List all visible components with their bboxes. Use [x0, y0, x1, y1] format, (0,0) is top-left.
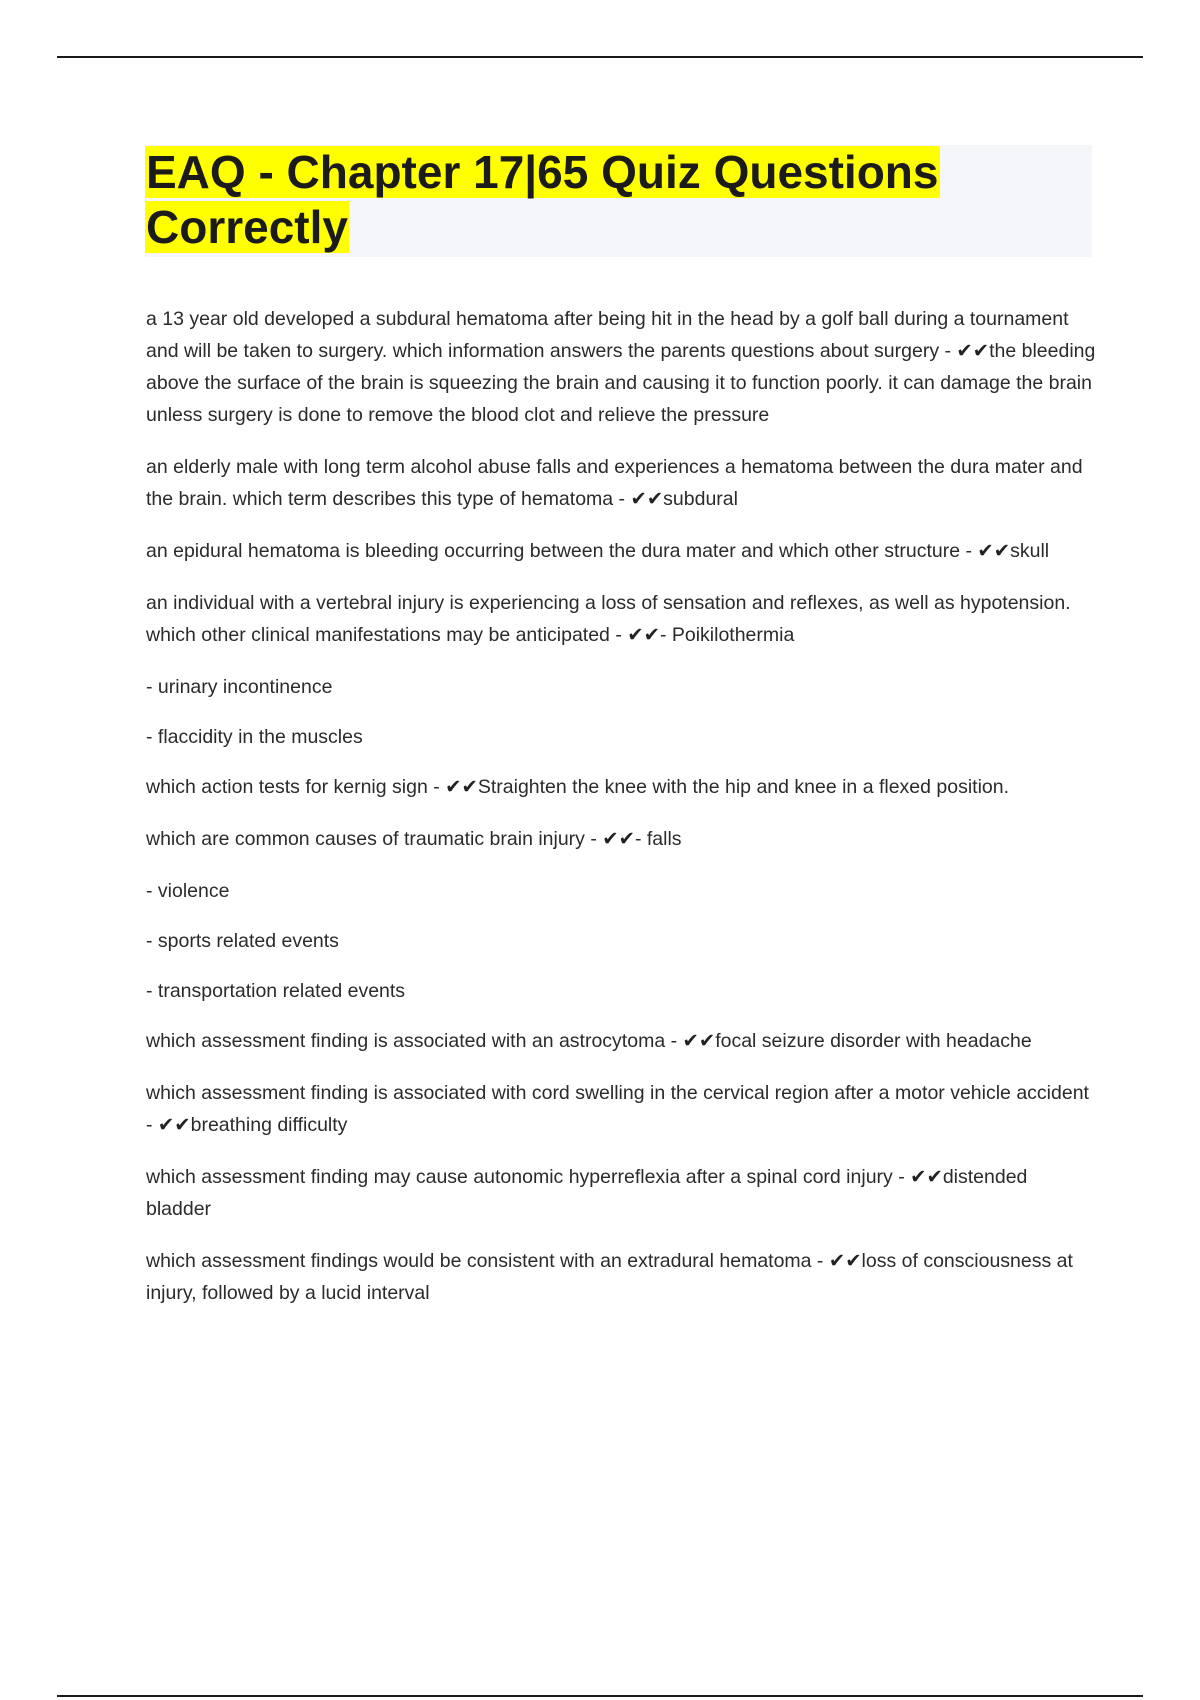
checkmark-icon: ✔✔ — [157, 1114, 191, 1136]
header-rule — [57, 56, 1143, 58]
answer-text: - Poikilothermia — [659, 624, 795, 646]
answer-bullet: - transportation related events — [146, 980, 406, 1002]
answer-text: subdural — [663, 488, 738, 510]
checkmark-icon: ✔✔ — [682, 1030, 716, 1052]
question-text: which assessment finding is associated with an astrocytoma — [146, 1030, 666, 1052]
question-text: a 13 year old developed a subdural hematoma after being hit in the head by a golf ball during a tournament and will be taken to surgery. which information answers the parents questions about surgery — [146, 308, 1074, 362]
footer-rule — [57, 1695, 1143, 1697]
qa-item: an elderly male with long term alcohol abuse falls and experiences a hematoma between the dura mater and the brain. which term describes this type of hematoma - ✔✔subdural — [146, 456, 1088, 510]
answer-text: Straighten the knee with the hip and knee in a flexed position. — [477, 776, 1010, 798]
question-text: an individual with a vertebral injury is experiencing a loss of sensation and reflexes, as well as hypotension. which other clinical manifestations may be anticipated — [146, 592, 1077, 646]
answer-text: focal seizure disorder with headache — [715, 1030, 1032, 1052]
answer-bullet: - urinary incontinence — [146, 676, 333, 698]
qa-item: a 13 year old developed a subdural hematoma after being hit in the head by a golf ball during a tournament and will be taken to surgery. which information answers the parents questions about surgery - ✔✔the bleeding above the surface of the brain is squeezing the brain and causing it to function poorly. it can damage the brain unless surgery is done to remove the blood clot and relieve the pressure — [146, 308, 1101, 426]
checkmark-icon: ✔✔ — [602, 828, 635, 850]
checkmark-icon: ✔✔ — [828, 1250, 862, 1272]
answer-text: distended bladder — [146, 1166, 1033, 1220]
checkmark-icon: ✔✔ — [630, 488, 664, 510]
qa-item: which assessment finding is associated with cord swelling in the cervical region after a motor vehicle accident - ✔✔breathing difficulty — [146, 1082, 1095, 1136]
answer-text: loss of consciousness at injury, followed by a lucid interval — [146, 1250, 1079, 1304]
question-text: which assessment finding may cause autonomic hyperreflexia after a spinal cord injury — [146, 1166, 893, 1188]
qa-list — [146, 303, 1101, 1329]
checkmark-icon: ✔✔ — [977, 540, 1011, 562]
question-text: an epidural hematoma is bleeding occurring between the dura mater and which other structure — [146, 540, 961, 562]
question-text: which action tests for kernig sign — [146, 776, 428, 798]
qa-item: which are common causes of traumatic brain injury - ✔✔- falls — [146, 828, 682, 850]
qa-item: which assessment finding is associated with an astrocytoma - ✔✔focal seizure disorder with headache — [146, 1030, 1032, 1052]
answer-text: breathing difficulty — [190, 1114, 348, 1136]
qa-item: which action tests for kernig sign - ✔✔Straighten the knee with the hip and knee in a flexed position. — [146, 776, 1010, 798]
checkmark-icon: ✔✔ — [445, 776, 478, 798]
answer-text: - falls — [634, 828, 682, 850]
qa-item: which assessment findings would be consistent with an extradural hematoma - ✔✔loss of consciousness at injury, followed by a lucid interval — [146, 1250, 1079, 1304]
answer-bullet: - sports related events — [146, 930, 339, 952]
checkmark-icon: ✔✔ — [956, 340, 990, 362]
answer-bullet: - flaccidity in the muscles — [146, 726, 363, 748]
title-block — [145, 145, 1092, 257]
question-text: which are common causes of traumatic brain injury — [146, 828, 585, 850]
question-text: which assessment findings would be consistent with an extradural hematoma — [146, 1250, 812, 1272]
question-text: an elderly male with long term alcohol abuse falls and experiences a hematoma between the dura mater and the brain. which term describes this type of hematoma — [146, 456, 1088, 510]
answer-bullet: - violence — [146, 880, 230, 902]
answer-text: skull — [1010, 540, 1050, 562]
qa-item: an individual with a vertebral injury is experiencing a loss of sensation and reflexes, as well as hypotension. which other clinical manifestations may be anticipated - ✔✔- Poikilothermia — [146, 592, 1077, 646]
question-text: which assessment finding is associated with cord swelling in the cervical region after a motor vehicle accident — [146, 1082, 1089, 1104]
qa-item: which assessment finding may cause autonomic hyperreflexia after a spinal cord injury - ✔✔distended bladder — [146, 1166, 1033, 1220]
checkmark-icon: ✔✔ — [627, 624, 660, 646]
checkmark-icon: ✔✔ — [910, 1166, 943, 1188]
document-title — [145, 145, 1092, 255]
answer-text: the bleeding above the surface of the brain is squeezing the brain and causing it to function poorly. it can damage the brain unless surgery is done to remove the blood clot and relieve the pressure — [146, 340, 1101, 426]
title-highlight: EAQ - Chapter 17|65 Quiz Questions Correctly — [146, 146, 939, 253]
qa-item: an epidural hematoma is bleeding occurring between the dura mater and which other structure - ✔✔skull — [146, 540, 1050, 562]
